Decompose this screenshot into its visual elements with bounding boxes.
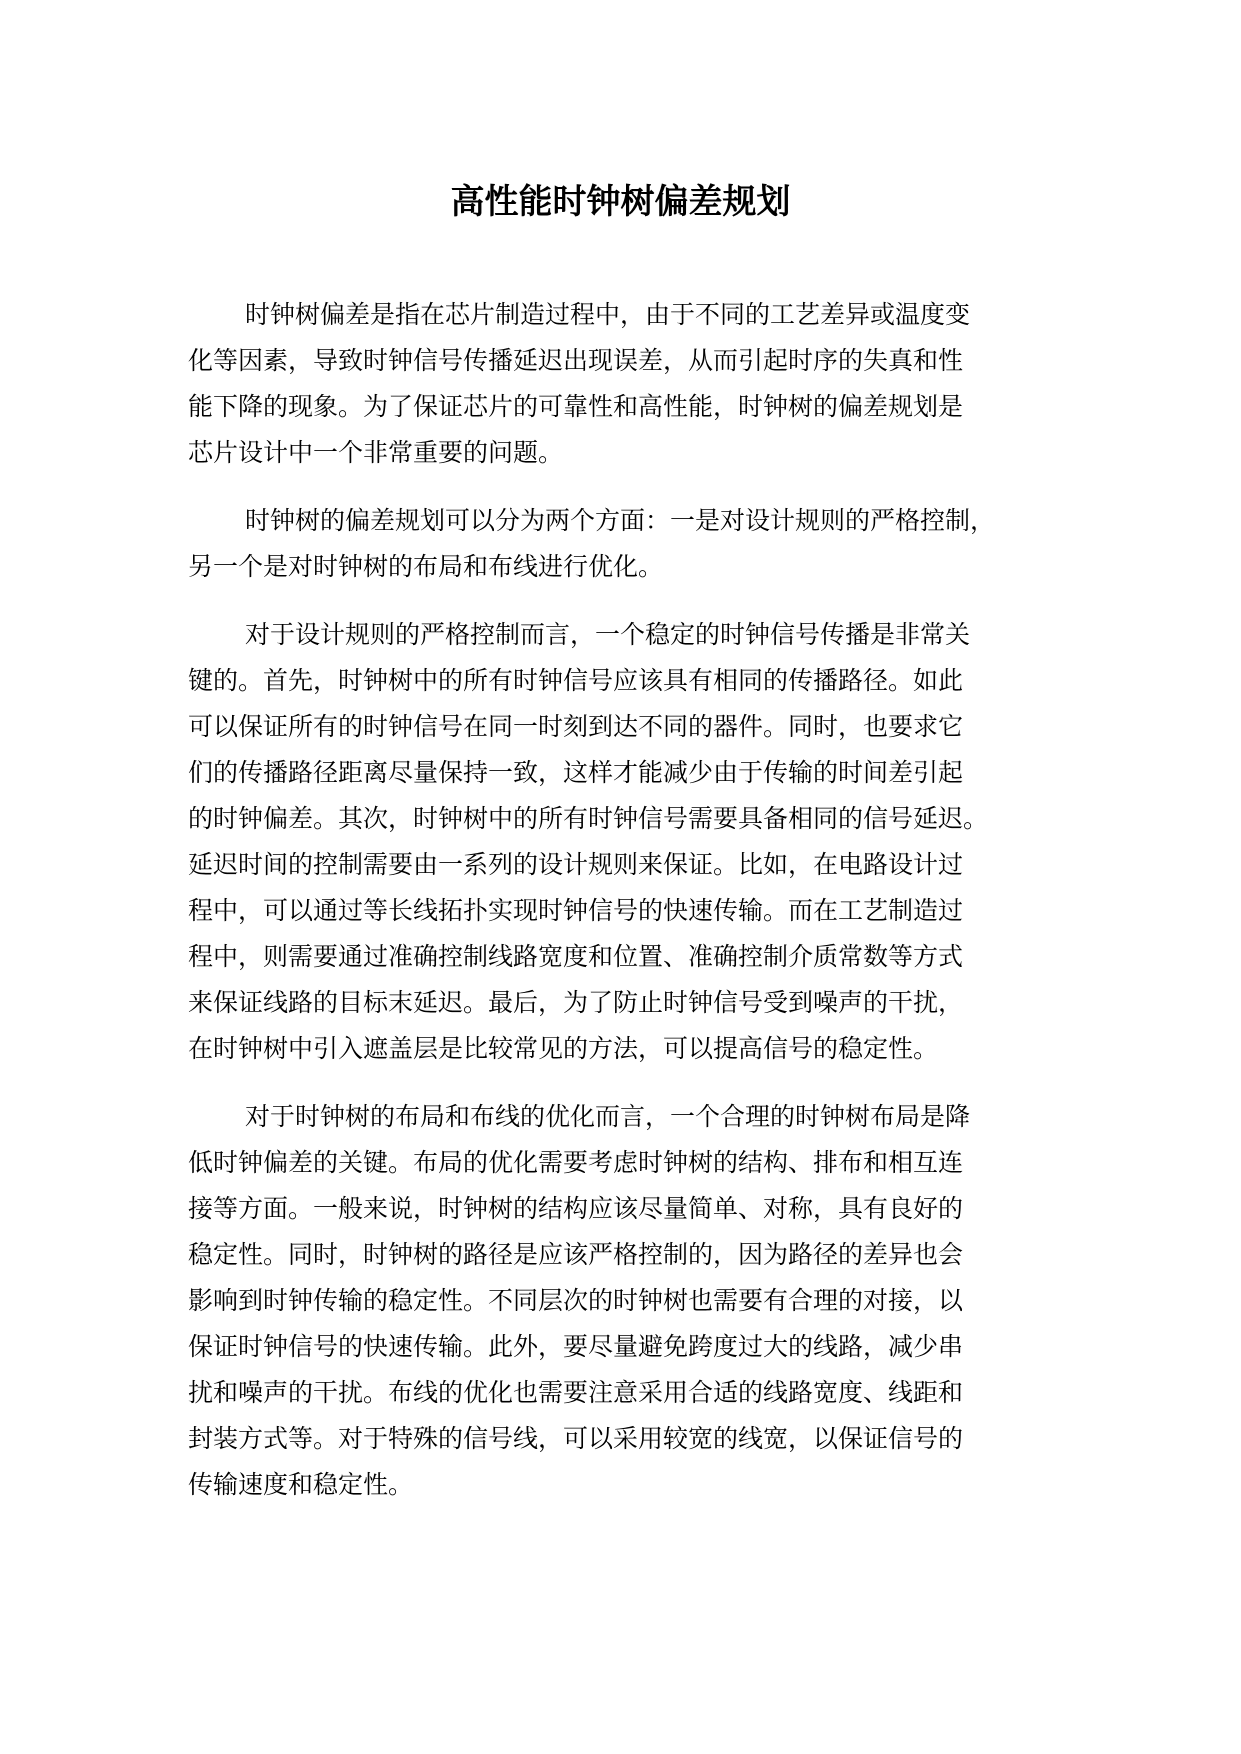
paragraph-line: 封装方式等。对于特殊的信号线，可以采用较宽的线宽，以保证信号的: [188, 1424, 964, 1453]
paragraph-line: 扰和噪声的干扰。布线的优化也需要注意采用合适的线路宽度、线距和: [188, 1378, 964, 1407]
paragraph-line: 可以保证所有的时钟信号在同一时刻到达不同的器件。同时，也要求它: [188, 712, 964, 741]
paragraph-line: 影响到时钟传输的稳定性。不同层次的时钟树也需要有合理的对接，以: [188, 1286, 964, 1315]
paragraph-line: 对于设计规则的严格控制而言，一个稳定的时钟信号传播是非常关: [245, 620, 971, 649]
paragraph-line: 芯片设计中一个非常重要的问题。: [188, 438, 564, 467]
paragraph-line: 能下降的现象。为了保证芯片的可靠性和高性能，时钟树的偏差规划是: [188, 392, 964, 421]
paragraph-line: 稳定性。同时，时钟树的路径是应该严格控制的，因为路径的差异也会: [188, 1240, 964, 1269]
paragraph-line: 们的传播路径距离尽量保持一致，这样才能减少由于传输的时间差引起: [188, 758, 964, 787]
paragraph-line: 对于时钟树的布局和布线的优化而言，一个合理的时钟树布局是降: [245, 1102, 971, 1131]
paragraph-line: 化等因素，导致时钟信号传播延迟出现误差，从而引起时序的失真和性: [188, 346, 964, 375]
paragraph-line: 程中，可以通过等长线拓扑实现时钟信号的快速传输。而在工艺制造过: [188, 896, 964, 925]
paragraph-1: [188, 292, 1093, 476]
paragraph-line: 低时钟偏差的关键。布局的优化需要考虑时钟树的结构、排布和相互连: [188, 1148, 964, 1177]
paragraph-line: 键的。首先，时钟树中的所有时钟信号应该具有相同的传播路径。如此: [188, 666, 964, 695]
paragraph-4: [188, 1094, 1093, 1508]
paragraph-line: 保证时钟信号的快速传输。此外，要尽量避免跨度过大的线路，减少串: [188, 1332, 964, 1361]
paragraph-line: 传输速度和稳定性。: [188, 1470, 414, 1499]
paragraph-line: 的时钟偏差。其次，时钟树中的所有时钟信号需要具备相同的信号延迟。: [188, 804, 989, 833]
paragraph-line: 程中，则需要通过准确控制线路宽度和位置、准确控制介质常数等方式: [188, 942, 964, 971]
paragraph-line: 在时钟树中引入遮盖层是比较常见的方法，可以提高信号的稳定性。: [188, 1034, 939, 1063]
paragraph-line: 时钟树偏差是指在芯片制造过程中，由于不同的工艺差异或温度变: [245, 300, 971, 329]
paragraph-2: [188, 498, 1093, 590]
paragraph-line: 接等方面。一般来说，时钟树的结构应该尽量简单、对称，具有良好的: [188, 1194, 964, 1223]
document-title: 高性能时钟树偏差规划: [450, 182, 791, 222]
paragraph-3: [188, 612, 1093, 1072]
document-body: [188, 292, 1093, 1530]
paragraph-line: 另一个是对时钟树的布局和布线进行优化。: [188, 552, 664, 581]
paragraph-line: 延迟时间的控制需要由一系列的设计规则来保证。比如，在电路设计过: [188, 850, 964, 879]
paragraph-line: 来保证线路的目标末延迟。最后，为了防止时钟信号受到噪声的干扰，: [188, 988, 964, 1017]
paragraph-line: 时钟树的偏差规划可以分为两个方面：一是对设计规则的严格控制，: [245, 506, 996, 535]
